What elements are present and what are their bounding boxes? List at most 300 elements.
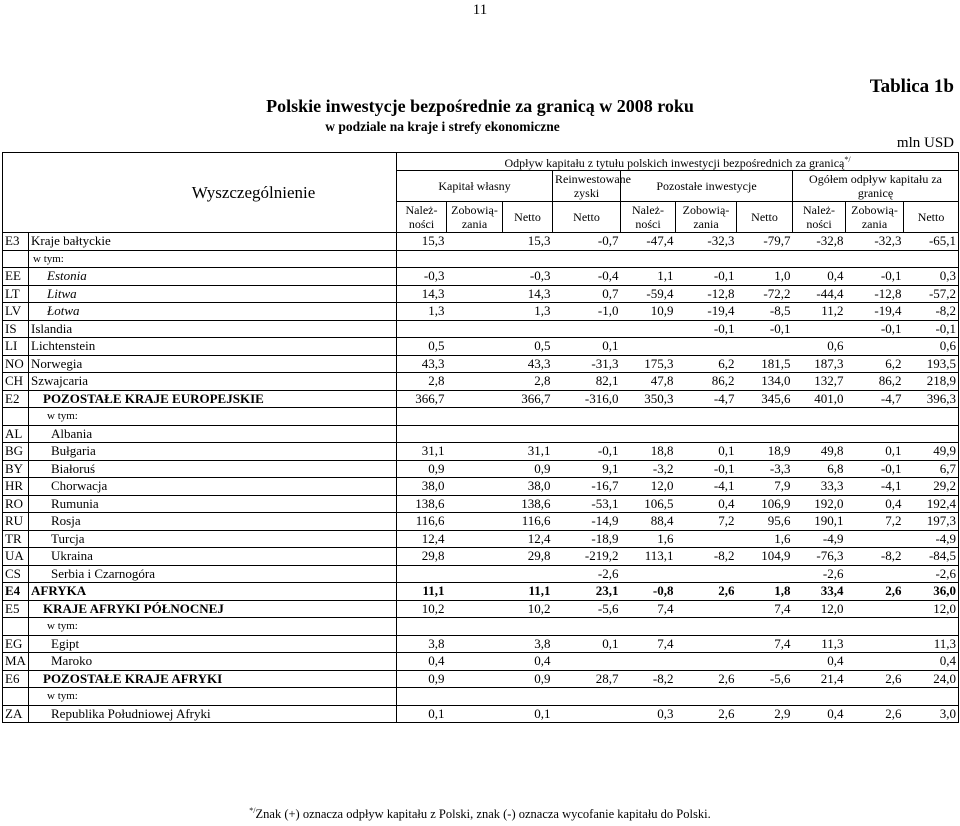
row-value: 0,9 bbox=[503, 670, 553, 688]
row-value bbox=[447, 635, 503, 653]
row-value: 0,4 bbox=[904, 653, 959, 671]
header-zobowiazania: Zobowią-zania bbox=[676, 202, 737, 233]
table-label: Tablica 1b bbox=[869, 76, 954, 97]
row-value: -79,7 bbox=[737, 233, 793, 251]
row-value: 11,3 bbox=[904, 635, 959, 653]
row-value: -84,5 bbox=[904, 548, 959, 566]
row-value bbox=[397, 425, 447, 443]
row-value: 0,1 bbox=[503, 705, 553, 723]
row-value bbox=[621, 338, 676, 356]
row-value: -44,4 bbox=[793, 285, 846, 303]
header-netto: Netto bbox=[503, 202, 553, 233]
row-value bbox=[676, 688, 737, 706]
row-value: 29,8 bbox=[397, 548, 447, 566]
row-value bbox=[397, 618, 447, 636]
row-name: Turcja bbox=[29, 530, 397, 548]
row-value: 1,3 bbox=[503, 303, 553, 321]
row-value: -72,2 bbox=[737, 285, 793, 303]
row-value: 18,9 bbox=[737, 443, 793, 461]
table-row bbox=[3, 285, 959, 303]
row-value bbox=[397, 688, 447, 706]
row-value: 0,1 bbox=[846, 443, 904, 461]
row-value: -8,2 bbox=[904, 303, 959, 321]
row-value: 11,3 bbox=[793, 635, 846, 653]
row-value bbox=[447, 513, 503, 531]
row-value: 0,3 bbox=[904, 268, 959, 286]
table-row bbox=[3, 565, 959, 583]
row-value: -0,3 bbox=[503, 268, 553, 286]
row-value: -8,2 bbox=[846, 548, 904, 566]
row-value: -5,6 bbox=[553, 600, 621, 618]
row-value bbox=[793, 618, 846, 636]
table-row bbox=[3, 268, 959, 286]
header-naleznosci: Należ-ności bbox=[793, 202, 846, 233]
row-value bbox=[621, 320, 676, 338]
row-value: 7,4 bbox=[621, 635, 676, 653]
row-value bbox=[846, 425, 904, 443]
row-value: 1,0 bbox=[737, 268, 793, 286]
table-row bbox=[3, 320, 959, 338]
row-value bbox=[447, 355, 503, 373]
row-value: -47,4 bbox=[621, 233, 676, 251]
table-row bbox=[3, 513, 959, 531]
header-pozostale: Pozostałe inwestycje bbox=[621, 171, 793, 202]
row-value bbox=[447, 233, 503, 251]
row-value: -0,1 bbox=[846, 460, 904, 478]
row-value bbox=[397, 250, 447, 268]
row-value: -4,9 bbox=[793, 530, 846, 548]
table-row bbox=[3, 583, 959, 601]
table-row bbox=[3, 548, 959, 566]
row-value bbox=[503, 425, 553, 443]
row-name: POZOSTAŁE KRAJE EUROPEJSKIE bbox=[29, 390, 397, 408]
row-value: 193,5 bbox=[904, 355, 959, 373]
row-name: w tym: bbox=[29, 618, 397, 636]
row-value: 0,5 bbox=[503, 338, 553, 356]
row-value: 0,9 bbox=[397, 460, 447, 478]
row-value: 12,0 bbox=[904, 600, 959, 618]
row-value: 28,7 bbox=[553, 670, 621, 688]
row-value bbox=[676, 635, 737, 653]
row-code: E3 bbox=[3, 233, 29, 251]
table-row bbox=[3, 705, 959, 723]
row-code bbox=[3, 408, 29, 426]
row-value bbox=[553, 618, 621, 636]
row-value bbox=[447, 460, 503, 478]
page-number: 11 bbox=[472, 2, 488, 18]
row-value: 86,2 bbox=[846, 373, 904, 391]
row-value: -0,1 bbox=[904, 320, 959, 338]
table-row bbox=[3, 390, 959, 408]
row-name: Ukraina bbox=[29, 548, 397, 566]
page-subtitle: w podziale na kraje i strefy ekonomiczne bbox=[325, 119, 560, 134]
row-value: 33,4 bbox=[793, 583, 846, 601]
table-row bbox=[3, 600, 959, 618]
row-name: w tym: bbox=[29, 688, 397, 706]
row-value: 2,9 bbox=[737, 705, 793, 723]
row-value bbox=[447, 495, 503, 513]
row-value: 0,9 bbox=[397, 670, 447, 688]
row-code: RU bbox=[3, 513, 29, 531]
row-value: 396,3 bbox=[904, 390, 959, 408]
row-value bbox=[737, 425, 793, 443]
row-value bbox=[846, 408, 904, 426]
row-value: 218,9 bbox=[904, 373, 959, 391]
row-value: 12,0 bbox=[621, 478, 676, 496]
header-wyszczegolnienie: Wyszczególnienie bbox=[3, 153, 397, 233]
data-table bbox=[2, 152, 959, 723]
row-value: -8,2 bbox=[621, 670, 676, 688]
row-value: 11,1 bbox=[397, 583, 447, 601]
row-code: BY bbox=[3, 460, 29, 478]
row-value: 0,1 bbox=[397, 705, 447, 723]
row-value: 401,0 bbox=[793, 390, 846, 408]
row-value: -4,1 bbox=[676, 478, 737, 496]
row-value: 31,1 bbox=[397, 443, 447, 461]
table-row bbox=[3, 233, 959, 251]
row-value bbox=[676, 408, 737, 426]
row-value bbox=[846, 565, 904, 583]
row-value: 366,7 bbox=[397, 390, 447, 408]
row-code: E5 bbox=[3, 600, 29, 618]
row-value bbox=[737, 408, 793, 426]
row-value: -4,7 bbox=[846, 390, 904, 408]
row-value bbox=[447, 443, 503, 461]
row-value bbox=[846, 653, 904, 671]
row-name: Chorwacja bbox=[29, 478, 397, 496]
unit-label: mln USD bbox=[896, 135, 954, 151]
row-value: 38,0 bbox=[397, 478, 447, 496]
row-value: 0,3 bbox=[621, 705, 676, 723]
row-value: 113,1 bbox=[621, 548, 676, 566]
row-value: -3,2 bbox=[621, 460, 676, 478]
row-value: -32,3 bbox=[676, 233, 737, 251]
row-value: -19,4 bbox=[676, 303, 737, 321]
row-value bbox=[503, 408, 553, 426]
row-value bbox=[397, 565, 447, 583]
table-row bbox=[3, 250, 959, 268]
row-value: 6,2 bbox=[676, 355, 737, 373]
row-value: 3,8 bbox=[503, 635, 553, 653]
row-value bbox=[904, 408, 959, 426]
row-name: Estonia bbox=[29, 268, 397, 286]
row-value bbox=[447, 653, 503, 671]
row-value: -0,1 bbox=[553, 443, 621, 461]
row-value bbox=[621, 408, 676, 426]
row-value bbox=[737, 250, 793, 268]
row-value: 33,3 bbox=[793, 478, 846, 496]
row-value: -76,3 bbox=[793, 548, 846, 566]
row-name: w tym: bbox=[29, 250, 397, 268]
row-value bbox=[904, 425, 959, 443]
row-value: -8,5 bbox=[737, 303, 793, 321]
row-name: Bułgaria bbox=[29, 443, 397, 461]
row-value bbox=[553, 408, 621, 426]
row-code: E4 bbox=[3, 583, 29, 601]
row-value bbox=[621, 653, 676, 671]
row-value: 7,2 bbox=[676, 513, 737, 531]
header-netto: Netto bbox=[553, 202, 621, 233]
row-value bbox=[846, 250, 904, 268]
table-row bbox=[3, 460, 959, 478]
table-row bbox=[3, 478, 959, 496]
header-netto: Netto bbox=[737, 202, 793, 233]
title-block bbox=[0, 96, 960, 135]
row-value bbox=[904, 250, 959, 268]
row-value: -4,1 bbox=[846, 478, 904, 496]
row-value: -4,9 bbox=[904, 530, 959, 548]
row-value: 1,6 bbox=[621, 530, 676, 548]
row-value: 7,4 bbox=[737, 635, 793, 653]
header-netto: Netto bbox=[904, 202, 959, 233]
row-name: AFRYKA bbox=[29, 583, 397, 601]
row-value: 43,3 bbox=[503, 355, 553, 373]
row-value: 0,4 bbox=[676, 495, 737, 513]
row-value bbox=[447, 548, 503, 566]
row-value: 7,4 bbox=[621, 600, 676, 618]
row-value bbox=[621, 565, 676, 583]
row-value: -19,4 bbox=[846, 303, 904, 321]
row-value: 36,0 bbox=[904, 583, 959, 601]
row-value: 6,2 bbox=[846, 355, 904, 373]
row-value: 10,9 bbox=[621, 303, 676, 321]
row-value bbox=[447, 600, 503, 618]
row-value: 12,4 bbox=[397, 530, 447, 548]
row-value bbox=[553, 688, 621, 706]
row-code: EG bbox=[3, 635, 29, 653]
row-value: 0,4 bbox=[846, 495, 904, 513]
header-naleznosci: Należ-ności bbox=[621, 202, 676, 233]
row-code: CS bbox=[3, 565, 29, 583]
row-value bbox=[397, 408, 447, 426]
row-value: 49,8 bbox=[793, 443, 846, 461]
row-name: Białoruś bbox=[29, 460, 397, 478]
row-value: -0,1 bbox=[737, 320, 793, 338]
row-value: -31,3 bbox=[553, 355, 621, 373]
row-value: -14,9 bbox=[553, 513, 621, 531]
row-value: -0,1 bbox=[676, 460, 737, 478]
row-value bbox=[904, 688, 959, 706]
table-row bbox=[3, 495, 959, 513]
row-value: 3,0 bbox=[904, 705, 959, 723]
row-value: 29,8 bbox=[503, 548, 553, 566]
row-value: 49,9 bbox=[904, 443, 959, 461]
row-value: -0,3 bbox=[397, 268, 447, 286]
row-code: CH bbox=[3, 373, 29, 391]
table-row bbox=[3, 530, 959, 548]
row-name: Egipt bbox=[29, 635, 397, 653]
row-code bbox=[3, 250, 29, 268]
row-value bbox=[676, 600, 737, 618]
row-value: 106,5 bbox=[621, 495, 676, 513]
row-value bbox=[676, 618, 737, 636]
row-value: 345,6 bbox=[737, 390, 793, 408]
row-value: -1,0 bbox=[553, 303, 621, 321]
header-main: Odpływ kapitału z tytułu polskich inwestycji bezpośrednich za granicą*/ bbox=[397, 153, 959, 171]
row-name: POZOSTAŁE KRAJE AFRYKI bbox=[29, 670, 397, 688]
row-value bbox=[553, 250, 621, 268]
row-name: Maroko bbox=[29, 653, 397, 671]
row-value bbox=[447, 408, 503, 426]
row-value: -219,2 bbox=[553, 548, 621, 566]
row-value: 1,1 bbox=[621, 268, 676, 286]
row-value: 7,9 bbox=[737, 478, 793, 496]
row-value: 187,3 bbox=[793, 355, 846, 373]
row-value bbox=[503, 688, 553, 706]
row-value: 86,2 bbox=[676, 373, 737, 391]
row-code: LV bbox=[3, 303, 29, 321]
row-value: -57,2 bbox=[904, 285, 959, 303]
row-value bbox=[447, 583, 503, 601]
header-kapital-wlasny: Kapitał własny bbox=[397, 171, 553, 202]
row-value: 0,9 bbox=[503, 460, 553, 478]
row-value: 88,4 bbox=[621, 513, 676, 531]
row-value bbox=[447, 478, 503, 496]
row-value: -16,7 bbox=[553, 478, 621, 496]
row-code: HR bbox=[3, 478, 29, 496]
row-value: 2,6 bbox=[846, 583, 904, 601]
row-code: E2 bbox=[3, 390, 29, 408]
row-value: -12,8 bbox=[846, 285, 904, 303]
row-value: 181,5 bbox=[737, 355, 793, 373]
row-value bbox=[846, 600, 904, 618]
table-row bbox=[3, 373, 959, 391]
row-value bbox=[621, 688, 676, 706]
row-value bbox=[621, 618, 676, 636]
row-name: Litwa bbox=[29, 285, 397, 303]
row-code: ZA bbox=[3, 705, 29, 723]
row-value: -0,8 bbox=[621, 583, 676, 601]
row-value: 6,7 bbox=[904, 460, 959, 478]
row-value: -0,7 bbox=[553, 233, 621, 251]
row-value: 0,4 bbox=[397, 653, 447, 671]
row-value: 29,2 bbox=[904, 478, 959, 496]
row-value bbox=[904, 618, 959, 636]
row-value: 7,2 bbox=[846, 513, 904, 531]
row-value: 366,7 bbox=[503, 390, 553, 408]
row-name: Albania bbox=[29, 425, 397, 443]
row-value: 132,7 bbox=[793, 373, 846, 391]
row-value: -2,6 bbox=[904, 565, 959, 583]
row-value bbox=[503, 618, 553, 636]
row-value bbox=[676, 250, 737, 268]
table-header bbox=[3, 153, 959, 233]
table-row bbox=[3, 408, 959, 426]
row-value: -2,6 bbox=[793, 565, 846, 583]
row-value bbox=[447, 425, 503, 443]
row-value: 116,6 bbox=[397, 513, 447, 531]
row-value: 31,1 bbox=[503, 443, 553, 461]
row-value: -0,1 bbox=[676, 320, 737, 338]
row-name: w tym: bbox=[29, 408, 397, 426]
header-zobowiazania: Zobowią-zania bbox=[447, 202, 503, 233]
table-row bbox=[3, 443, 959, 461]
row-value: 116,6 bbox=[503, 513, 553, 531]
header-reinwestowane: Reinwestowane zyski bbox=[553, 171, 621, 202]
row-code: AL bbox=[3, 425, 29, 443]
row-value: 0,6 bbox=[793, 338, 846, 356]
row-value bbox=[447, 390, 503, 408]
row-value bbox=[676, 338, 737, 356]
header-naleznosci: Należ-ności bbox=[397, 202, 447, 233]
row-value: 3,8 bbox=[397, 635, 447, 653]
row-value: 43,3 bbox=[397, 355, 447, 373]
row-value bbox=[793, 408, 846, 426]
row-value: 0,6 bbox=[904, 338, 959, 356]
row-value bbox=[793, 425, 846, 443]
table-body bbox=[3, 233, 959, 723]
row-value bbox=[447, 303, 503, 321]
row-value: 12,4 bbox=[503, 530, 553, 548]
row-value bbox=[846, 635, 904, 653]
row-value bbox=[553, 425, 621, 443]
row-value: -2,6 bbox=[553, 565, 621, 583]
table-row bbox=[3, 355, 959, 373]
row-name: Szwajcaria bbox=[29, 373, 397, 391]
row-value bbox=[447, 530, 503, 548]
row-value bbox=[737, 653, 793, 671]
row-value: 24,0 bbox=[904, 670, 959, 688]
row-value: 104,9 bbox=[737, 548, 793, 566]
row-value: -12,8 bbox=[676, 285, 737, 303]
row-value: 138,6 bbox=[503, 495, 553, 513]
row-value: 0,4 bbox=[503, 653, 553, 671]
row-code: NO bbox=[3, 355, 29, 373]
table-row bbox=[3, 653, 959, 671]
table-row bbox=[3, 338, 959, 356]
table-row bbox=[3, 303, 959, 321]
row-value bbox=[737, 618, 793, 636]
row-name: Rosja bbox=[29, 513, 397, 531]
page-title: Polskie inwestycje bezpośrednie za granicą w 2008 roku bbox=[266, 96, 694, 116]
row-value: 11,2 bbox=[793, 303, 846, 321]
row-value: 15,3 bbox=[503, 233, 553, 251]
row-value bbox=[676, 653, 737, 671]
row-name: Łotwa bbox=[29, 303, 397, 321]
row-value: 0,7 bbox=[553, 285, 621, 303]
row-value: 14,3 bbox=[397, 285, 447, 303]
table-row bbox=[3, 688, 959, 706]
row-value bbox=[447, 565, 503, 583]
row-code: LI bbox=[3, 338, 29, 356]
row-value: 134,0 bbox=[737, 373, 793, 391]
header-ogolem: Ogółem odpływ kapitału za granicę bbox=[793, 171, 959, 202]
row-value: 138,6 bbox=[397, 495, 447, 513]
row-value bbox=[447, 688, 503, 706]
row-value: 10,2 bbox=[503, 600, 553, 618]
row-value bbox=[793, 250, 846, 268]
row-code: UA bbox=[3, 548, 29, 566]
row-code: MA bbox=[3, 653, 29, 671]
row-value bbox=[621, 425, 676, 443]
row-value: -4,7 bbox=[676, 390, 737, 408]
row-value bbox=[676, 530, 737, 548]
row-value bbox=[447, 320, 503, 338]
row-code: IS bbox=[3, 320, 29, 338]
row-value: -0,1 bbox=[846, 320, 904, 338]
row-value: 192,0 bbox=[793, 495, 846, 513]
row-value bbox=[737, 565, 793, 583]
row-value bbox=[503, 250, 553, 268]
row-value: 11,1 bbox=[503, 583, 553, 601]
row-value: 47,8 bbox=[621, 373, 676, 391]
row-value: 0,1 bbox=[553, 635, 621, 653]
row-value bbox=[793, 320, 846, 338]
table-row bbox=[3, 425, 959, 443]
row-value: 10,2 bbox=[397, 600, 447, 618]
row-value: -53,1 bbox=[553, 495, 621, 513]
row-value bbox=[846, 338, 904, 356]
